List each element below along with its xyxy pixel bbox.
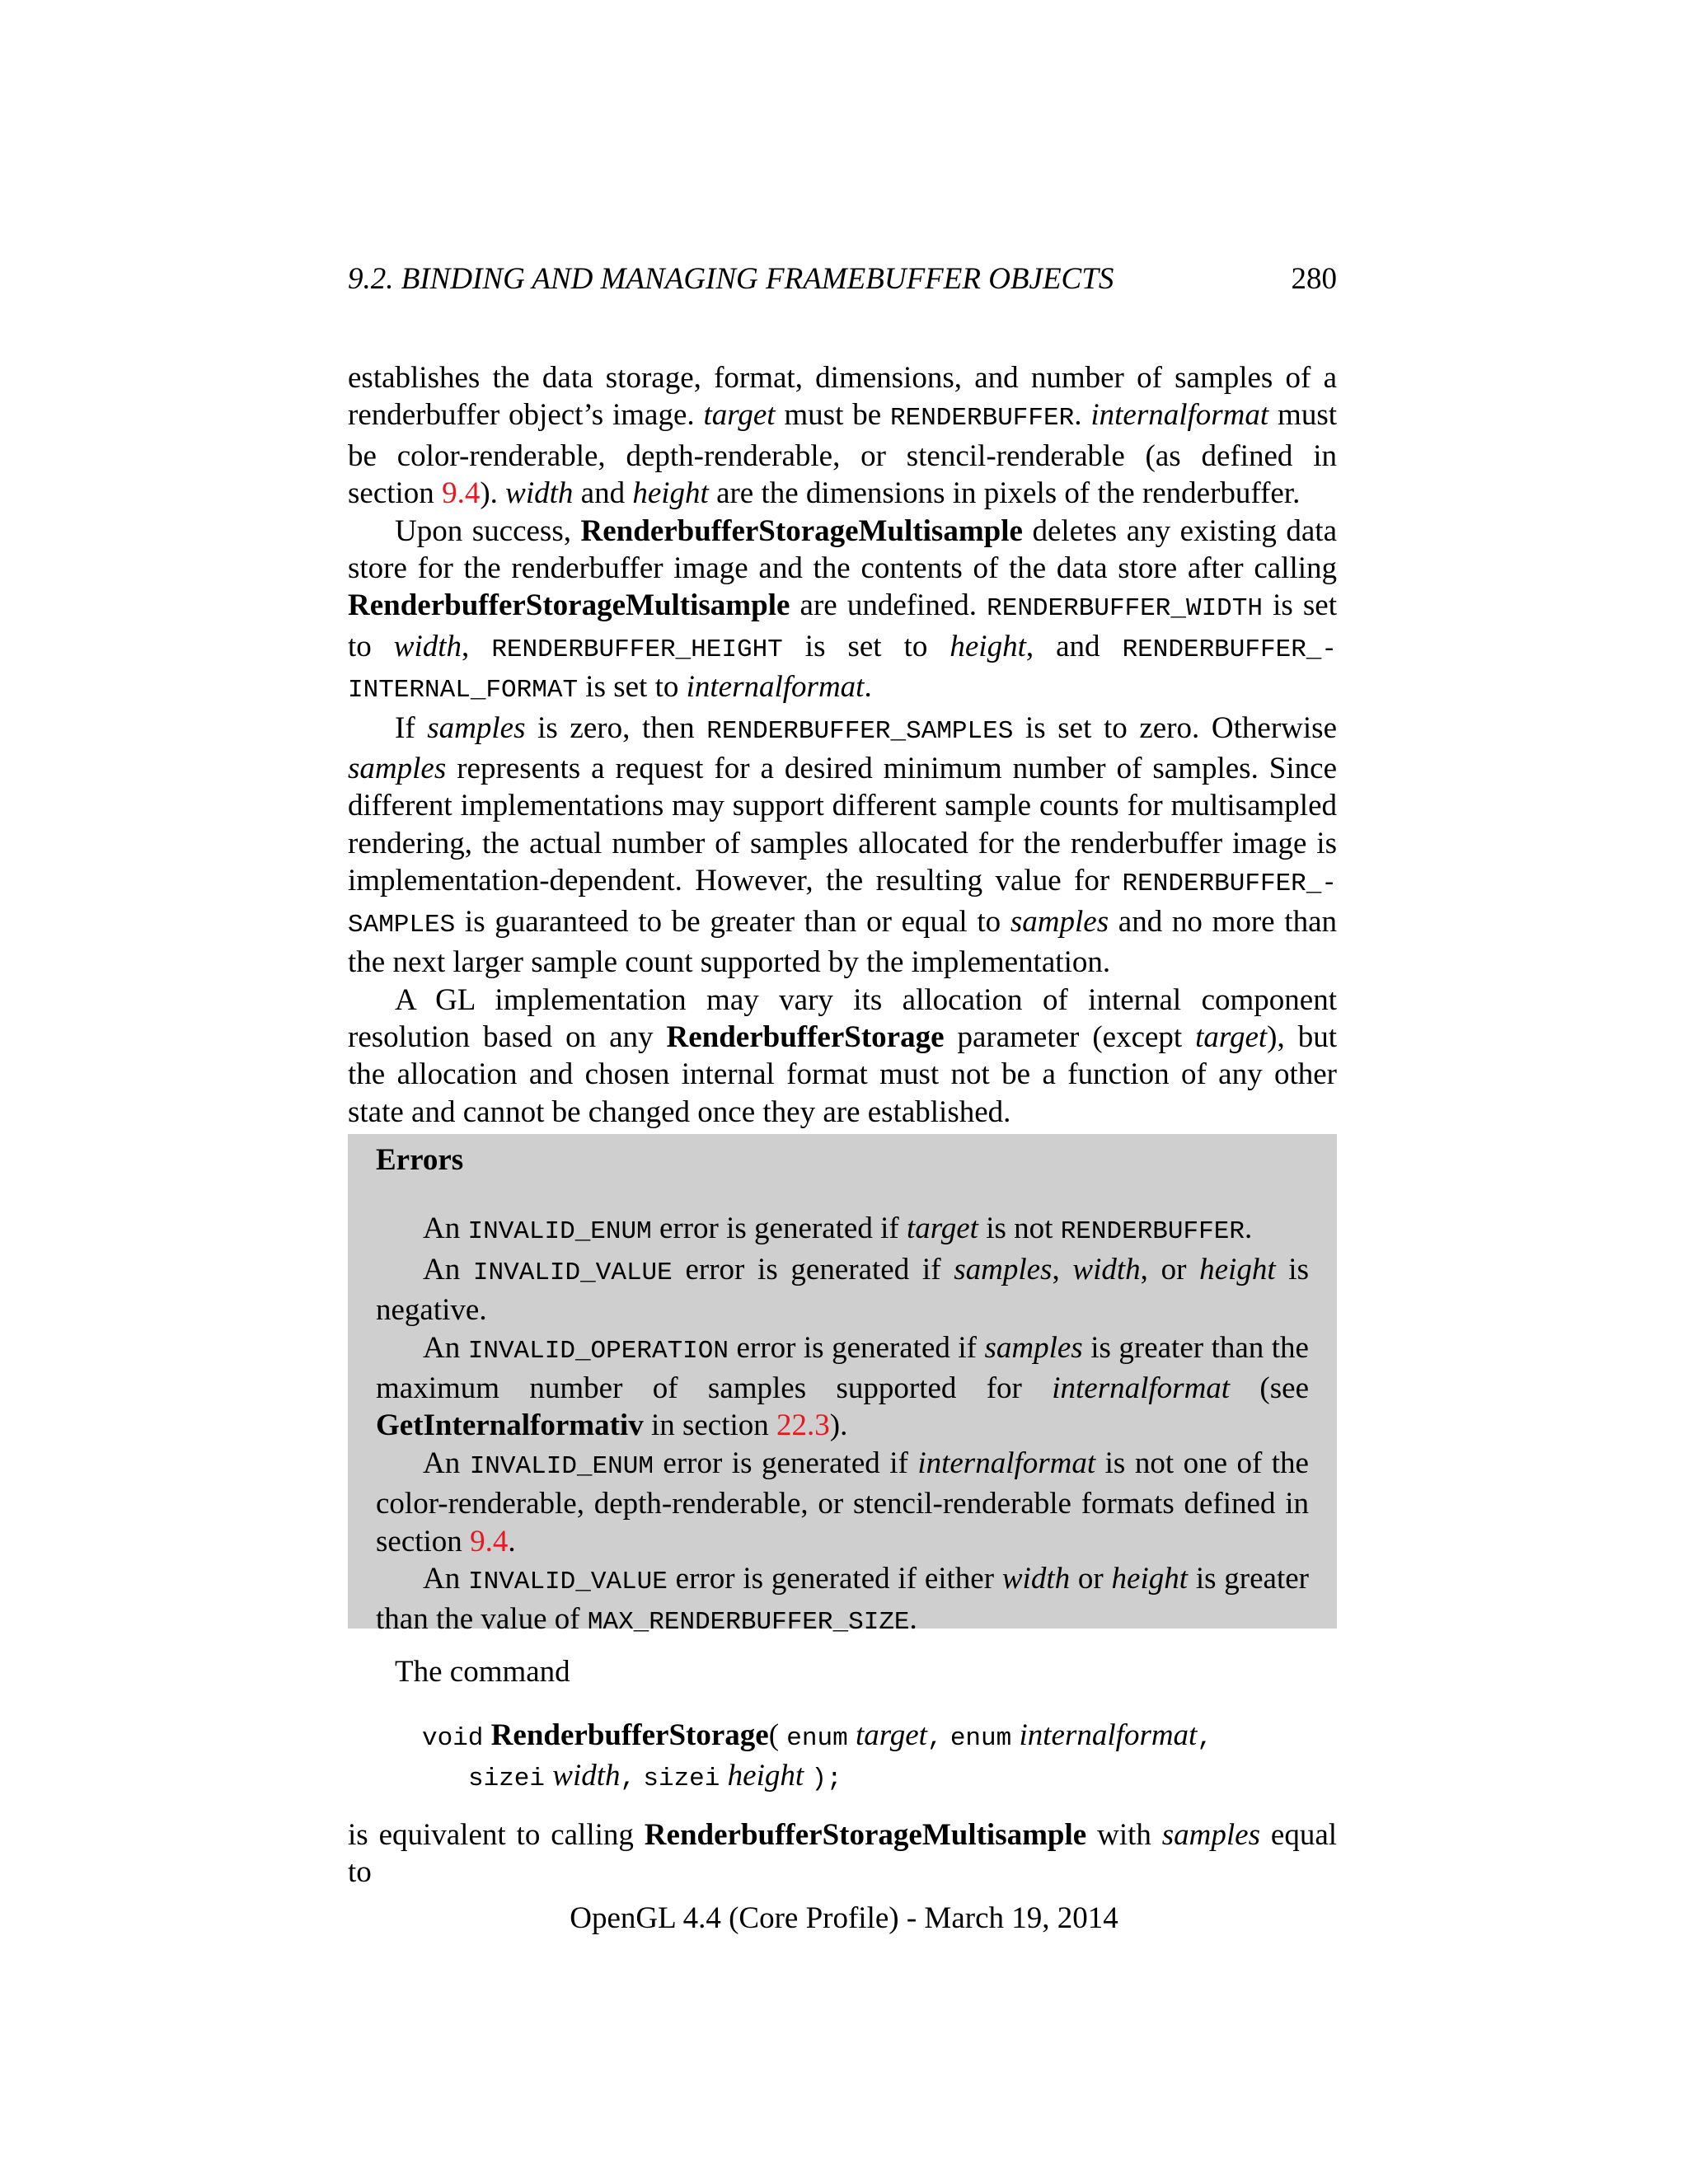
- section-link[interactable]: 9.4: [442, 476, 481, 511]
- section-title: 9.2. BINDING AND MANAGING FRAMEBUFFER OBJECTS: [348, 262, 1114, 296]
- error-item: An INVALID_OPERATION error is generated if samples is greater than the maximum number of samples supported for internalformat (see GetInternalformativ in section 22.3).: [376, 1330, 1309, 1443]
- command-intro: The command: [395, 1655, 570, 1689]
- running-header: [348, 259, 1337, 300]
- paragraph-equivalent: is equivalent to calling RenderbufferStorageMultisample with samples equal to: [348, 1818, 1338, 1890]
- error-item: An INVALID_ENUM error is generated if internalformat is not one of the color-renderable, depth-renderable, or stencil-renderable formats defined in section 9.4.: [376, 1446, 1309, 1558]
- section-link[interactable]: 9.4: [470, 1524, 509, 1558]
- error-item: An INVALID_VALUE error is generated if samples, width, or height is negative.: [376, 1252, 1309, 1328]
- error-item: An INVALID_VALUE error is generated if either width or height is greater than the value of MAX_RENDERBUFFER_SIZE.: [376, 1562, 1309, 1638]
- function-prototype: void RenderbufferStorage( enum target, enum internalformat, sizei width, sizei height );: [422, 1718, 1212, 1794]
- paragraph-upon-success: Upon success, RenderbufferStorageMultisample deletes any existing data store for the renderbuffer image and the contents of the data store after calling RenderbufferStorageMultisample are undefined. RENDERBUFFER_WIDTH is set to width, RENDERBUFFER_HEIGHT is set to height, and RENDERBUFFER_-INTERNAL_FORMAT is set to internalformat.: [348, 513, 1338, 705]
- error-item: An INVALID_ENUM error is generated if target is not RENDERBUFFER.: [423, 1212, 1253, 1247]
- paragraph-storage-description: establishes the data storage, format, dimensions, and number of samples of a renderbuffer object’s image. target must be RENDERBUFFER. internalformat must be color-renderable, depth-renderable, or stencil-renderable (as defined in section 9.4). width and height are the dimensions in pixels of the renderbuffer.: [348, 361, 1337, 511]
- paragraph-samples: If samples is zero, then RENDERBUFFER_SAMPLES is set to zero. Otherwise samples represents a request for a desired minimum number of samples. Since different implementations may support different sample counts for multisampled rendering, the actual number of samples allocated for the renderbuffer image is implementation-dependent. However, the resulting value for RENDERBUFFER_-SAMPLES is guaranteed to be greater than or equal to samples and no more than the next larger sample count supported by the implementation.: [348, 710, 1337, 980]
- page-footer: OpenGL 4.4 (Core Profile) - March 19, 2014: [570, 1901, 1118, 1935]
- errors-box: [348, 1134, 1337, 1638]
- section-link[interactable]: 22.3: [776, 1408, 830, 1443]
- paragraph-allocation: A GL implementation may vary its allocation of internal component resolution based on any RenderbufferStorage parameter (except target), but the allocation and chosen internal format must not be a function of any other state and cannot be changed once they are established.: [348, 982, 1337, 1129]
- page-number: 280: [1291, 262, 1337, 296]
- body-text: [348, 359, 1337, 1131]
- errors-title: Errors: [376, 1143, 464, 1177]
